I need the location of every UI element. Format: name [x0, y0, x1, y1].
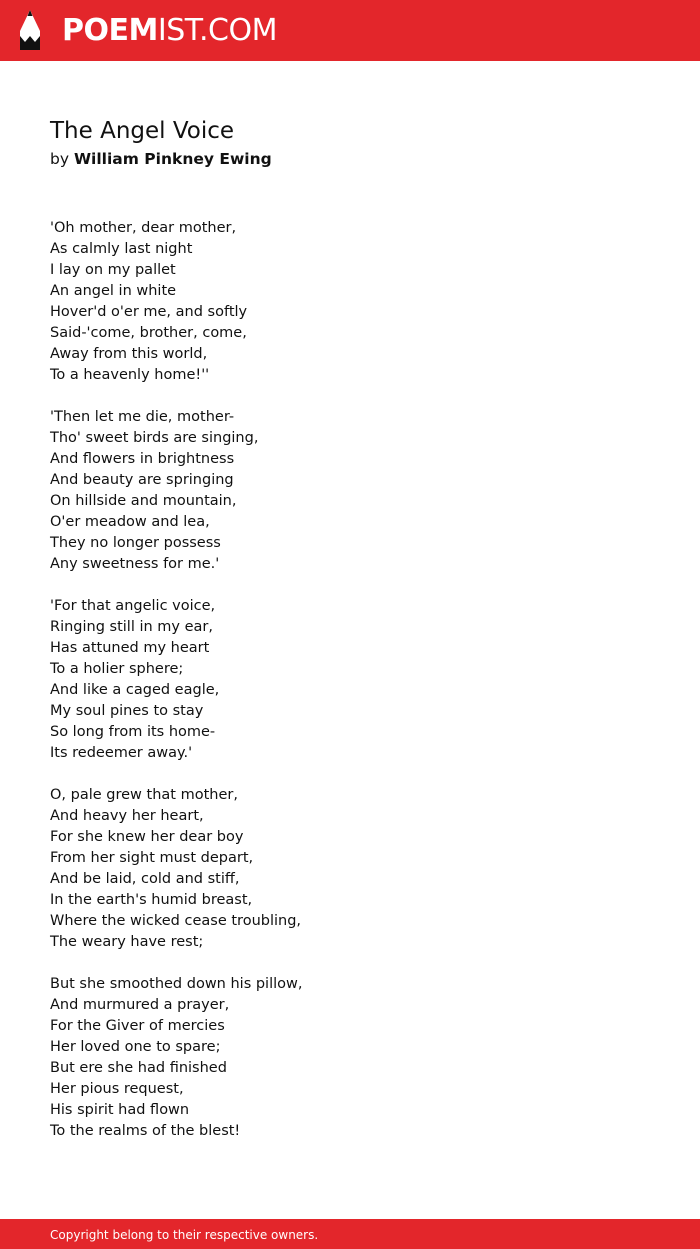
poem-line: I lay on my pallet [50, 262, 176, 278]
poem-stanza [50, 596, 302, 764]
poem-line: 'Oh mother, dear mother, [50, 220, 237, 236]
poem-line: In the earth's humid breast, [50, 892, 253, 908]
poem-line: To a holier sphere; [50, 661, 184, 677]
poem-line: And like a caged eagle, [50, 682, 220, 698]
poem-line: For she knew her dear boy [50, 829, 244, 845]
poem-line: They no longer possess [50, 535, 221, 551]
poem-line: Tho' sweet birds are singing, [50, 430, 259, 446]
by-label: by [50, 150, 70, 168]
poem-line: And heavy her heart, [50, 808, 204, 824]
poem-title: The Angel Voice [50, 118, 235, 144]
poem-byline [50, 148, 272, 170]
poem-line: On hillside and mountain, [50, 493, 237, 509]
poem-line: For the Giver of mercies [50, 1018, 225, 1034]
poem-line: And be laid, cold and stiff, [50, 871, 240, 887]
poem-stanza [50, 407, 302, 575]
site-logo[interactable] [62, 13, 277, 49]
poem-line: Her pious request, [50, 1081, 184, 1097]
poem-line: O'er meadow and lea, [50, 514, 210, 530]
poem-line: Said-'come, brother, come, [50, 325, 247, 341]
poem-line: Any sweetness for me.' [50, 556, 220, 572]
site-footer [0, 1219, 700, 1249]
logo-text-bold: POEM [62, 13, 158, 48]
poem-line: The weary have rest; [50, 934, 204, 950]
poem-line: Her loved one to spare; [50, 1039, 221, 1055]
poem-line: But she smoothed down his pillow, [50, 976, 303, 992]
poem-line: As calmly last night [50, 241, 193, 257]
poem-stanza [50, 974, 302, 1142]
poem-line: And beauty are springing [50, 472, 234, 488]
poem-line: Its redeemer away.' [50, 745, 193, 761]
poem-author: William Pinkney Ewing [73, 150, 272, 168]
poem-line: But ere she had finished [50, 1060, 227, 1076]
poem-body [50, 218, 302, 1163]
poem-line: To a heavenly home!'' [50, 367, 210, 383]
pencil-tip-icon[interactable] [17, 9, 43, 52]
poem-stanza [50, 218, 302, 386]
poem-line: Has attuned my heart [50, 640, 210, 656]
logo-text-light: IST.COM [157, 13, 277, 48]
poem-line: My soul pines to stay [50, 703, 204, 719]
site-header [0, 0, 700, 61]
poem-line: O, pale grew that mother, [50, 787, 238, 803]
poem-line: Away from this world, [50, 346, 208, 362]
poem-line: Ringing still in my ear, [50, 619, 213, 635]
poem-stanza [50, 785, 302, 953]
poem-line: So long from its home- [50, 724, 216, 740]
poem-line: 'For that angelic voice, [50, 598, 216, 614]
copyright-text: Copyright belong to their respective owners. [50, 1228, 319, 1242]
poem-line: And murmured a prayer, [50, 997, 230, 1013]
poem-line: Where the wicked cease troubling, [50, 913, 302, 929]
poem-line: And flowers in brightness [50, 451, 235, 467]
poem-line: An angel in white [50, 283, 177, 299]
poem-line: Hover'd o'er me, and softly [50, 304, 248, 320]
poem-line: From her sight must depart, [50, 850, 254, 866]
poem-line: His spirit had flown [50, 1102, 190, 1118]
poem-line: To the realms of the blest! [50, 1123, 241, 1139]
poem-line: 'Then let me die, mother- [50, 409, 235, 425]
